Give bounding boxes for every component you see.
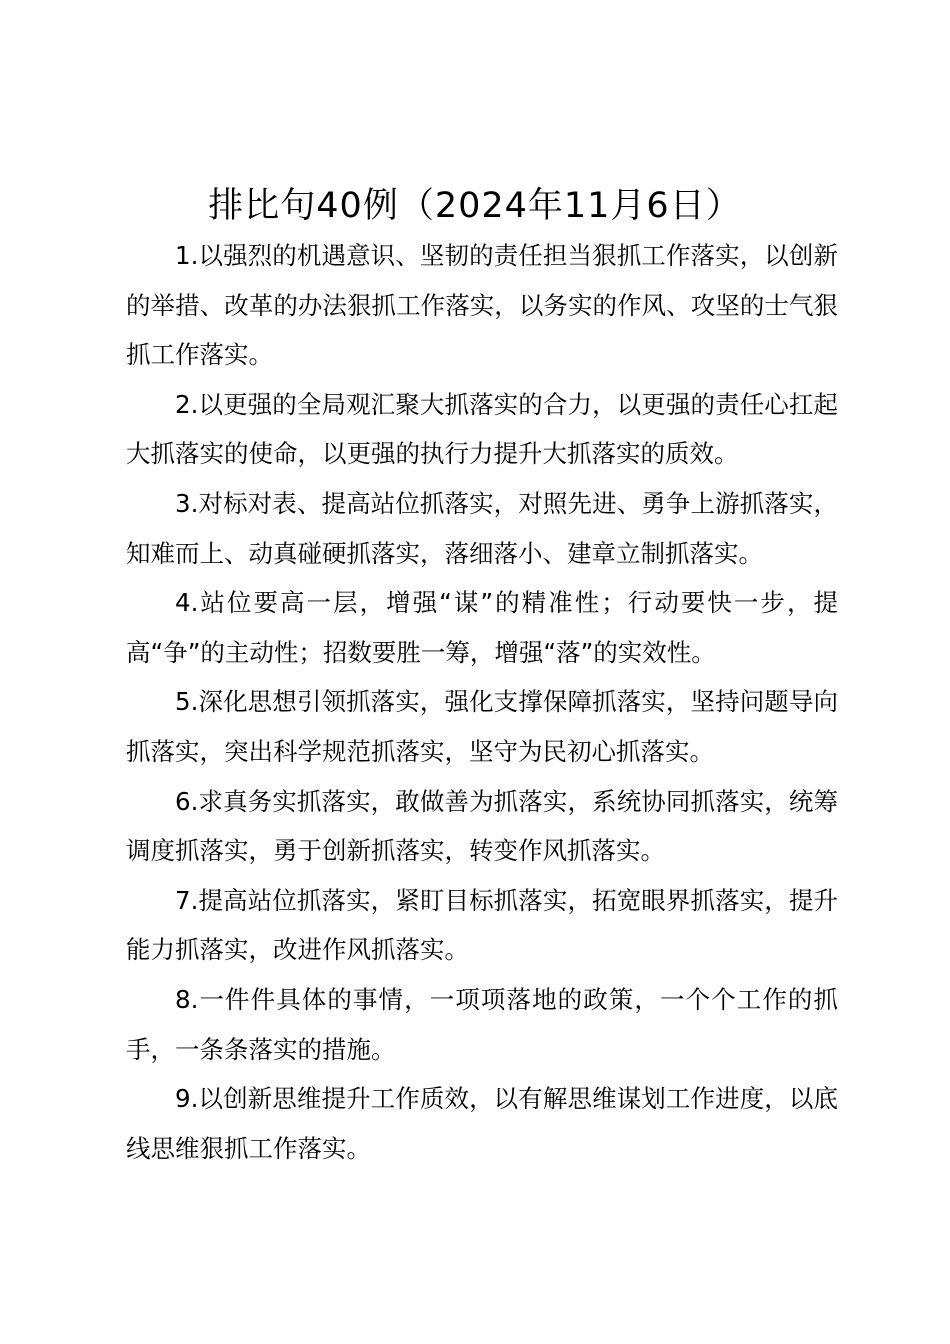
paragraph-4: 4.站位要高一层，增强“谋”的精准性；行动要快一步，提高“争”的主动性；招数要胜一筹，增强“落”的实效性。 xyxy=(126,588,838,667)
paragraph-6: 6.求真务实抓落实，敢做善为抓落实，系统协同抓落实，统筹调度抓落实，勇于创新抓落实，转变作风抓落实。 xyxy=(126,786,838,866)
document-title: 排比句40例（2024年11月6日） xyxy=(208,186,742,226)
paragraph-9: 9.以创新思维提升工作质效，以有解思维谋划工作进度，以底线思维狠抓工作落实。 xyxy=(126,1084,838,1163)
paragraph-1: 1.以强烈的机遇意识、坚韧的责任担当狠抓工作落实，以创新的举措、改革的办法狠抓工作落实，以务实的作风、攻坚的士气狠抓工作落实。 xyxy=(126,241,838,370)
document-body xyxy=(126,231,838,1173)
paragraph-2: 2.以更强的全局观汇聚大抓落实的合力，以更强的责任心扛起大抓落实的使命，以更强的执行力提升大抓落实的质效。 xyxy=(126,389,838,469)
paragraph-5: 5.深化思想引领抓落实，强化支撑保障抓落实，坚持问题导向抓落实，突出科学规范抓落实，坚守为民初心抓落实。 xyxy=(126,687,838,766)
paragraph-3: 3.对标对表、提高站位抓落实，对照先进、勇争上游抓落实，知难而上、动真碰硬抓落实，落细落小、建章立制抓落实。 xyxy=(126,488,838,568)
paragraph-7: 7.提高站位抓落实，紧盯目标抓落实，拓宽眼界抓落实，提升能力抓落实，改进作风抓落实。 xyxy=(126,885,838,965)
paragraph-8: 8.一件件具体的事情，一项项落地的政策，一个个工作的抓手，一条条落实的措施。 xyxy=(126,984,838,1064)
